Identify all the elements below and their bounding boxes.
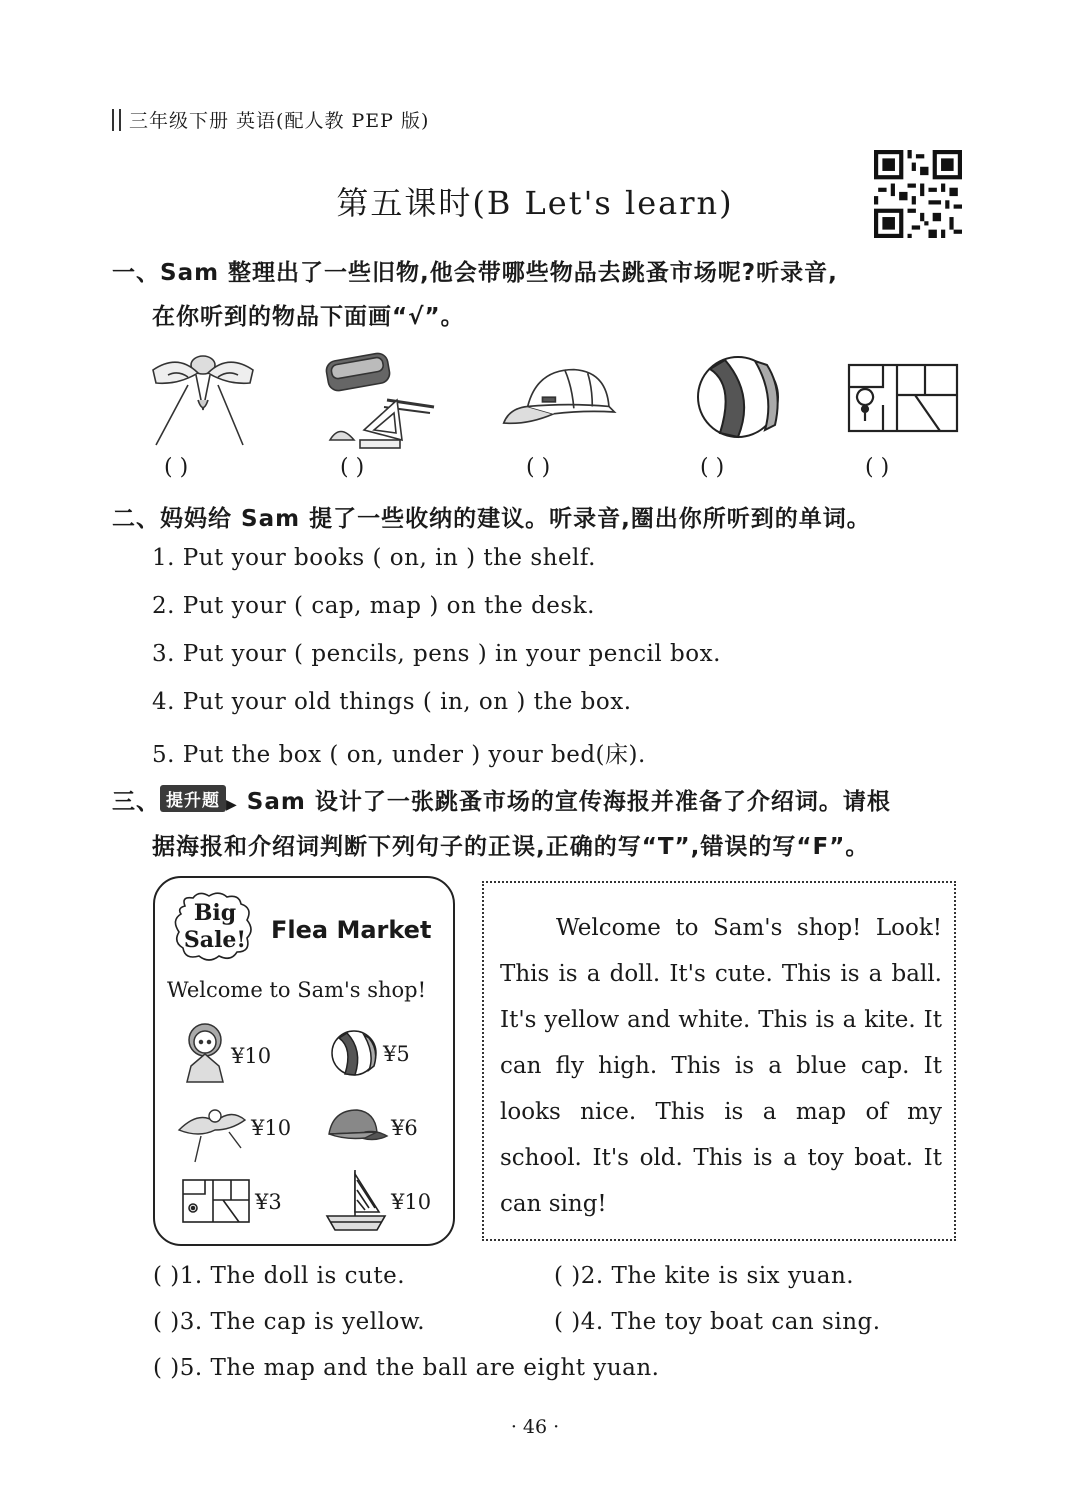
poster-welcome: Welcome to Sam's shop! — [167, 978, 427, 1002]
q1-instruction-line1: 一、Sam 整理出了一些旧物,他会带哪些物品去跳蚤市场呢?听录音, — [112, 260, 838, 286]
advanced-tag: 提升题 — [160, 785, 226, 812]
ball-price: ¥5 — [383, 1042, 410, 1066]
flea-market-poster — [153, 876, 455, 1246]
tf-statement-5[interactable]: ( )5. The map and the ball are eight yuan. — [153, 1355, 660, 1381]
q3-instruction-line2: 据海报和介绍词判断下列句子的正误,正确的写“T”,错误的写“F”。 — [152, 834, 870, 860]
intro-text: Welcome to Sam's shop! Look! This is a doll. It's cute. This is a ball. It's yellow and white. This is a kite. It can fly high. This is a blue cap. It looks nice. This is a map of my school. It's old. This is a toy boat. It can sing! — [500, 915, 942, 1217]
q2-sentence-4[interactable]: 4. Put your old things ( in, on ) the box. — [152, 689, 632, 715]
boat-icon — [323, 1166, 389, 1234]
kite-icon — [175, 1102, 251, 1164]
q2-instruction: 二、妈妈给 Sam 提了一些收纳的建议。听录音,圈出你所听到的单词。 — [112, 506, 871, 532]
tf-statement-1[interactable]: ( )1. The doll is cute. — [153, 1263, 406, 1289]
badge-line1: Big — [193, 900, 237, 926]
q2-sentence-5[interactable]: 5. Put the box ( on, under ) your bed(床). — [152, 742, 646, 768]
q1-answer-paren-2[interactable]: ( ) — [340, 455, 365, 480]
map-price: ¥3 — [255, 1190, 282, 1214]
q1-answer-paren-1[interactable]: ( ) — [164, 455, 189, 480]
ball-icon — [685, 345, 805, 455]
q1-answer-paren-3[interactable]: ( ) — [526, 455, 551, 480]
tf-statement-3[interactable]: ( )3. The cap is yellow. — [153, 1309, 426, 1335]
doll-price: ¥10 — [231, 1044, 272, 1068]
q1-answer-paren-5[interactable]: ( ) — [865, 455, 890, 480]
lesson-title: 第五课时(B Let's learn) — [336, 184, 734, 222]
q2-sentence-3[interactable]: 3. Put your ( pencils, pens ) in your pencil box. — [152, 641, 721, 667]
q1-instruction-line2: 在你听到的物品下面画“√”。 — [152, 304, 465, 330]
ball-icon — [329, 1028, 379, 1078]
header-text: 三年级下册 英语(配人教 PEP 版) — [129, 110, 430, 132]
map-icon — [845, 345, 965, 455]
kite-price: ¥10 — [251, 1116, 292, 1140]
kite-icon — [148, 345, 268, 455]
tf-statement-2[interactable]: ( )2. The kite is six yuan. — [554, 1263, 855, 1289]
map-icon — [181, 1176, 253, 1226]
q3-instruction-line1: 三、 提升题 ▶ Sam 设计了一张跳蚤市场的宣传海报并准备了介绍词。请根 — [112, 783, 891, 816]
q3-line1-text: Sam 设计了一张跳蚤市场的宣传海报并准备了介绍词。请根 — [246, 789, 891, 815]
poster-title: Flea Market — [271, 916, 432, 944]
cap-icon — [500, 345, 620, 455]
page-number: · 46 · — [510, 1416, 560, 1438]
pencil-box-icon — [322, 345, 442, 455]
doll-icon — [177, 1018, 233, 1088]
big-sale-badge — [179, 900, 251, 954]
q2-sentence-1[interactable]: 1. Put your books ( on, in ) the shelf. — [152, 545, 596, 571]
q3-prefix: 三、 — [112, 789, 160, 815]
boat-price: ¥10 — [391, 1190, 432, 1214]
tf-statement-4[interactable]: ( )4. The toy boat can sing. — [554, 1309, 881, 1335]
q1-answer-paren-4[interactable]: ( ) — [700, 455, 725, 480]
book-header — [112, 106, 429, 133]
q2-sentence-2[interactable]: 2. Put your ( cap, map ) on the desk. — [152, 593, 595, 619]
intro-box — [482, 881, 956, 1241]
cap-icon — [325, 1104, 389, 1148]
badge-line2: Sale! — [183, 927, 247, 953]
cap-price: ¥6 — [391, 1116, 418, 1140]
